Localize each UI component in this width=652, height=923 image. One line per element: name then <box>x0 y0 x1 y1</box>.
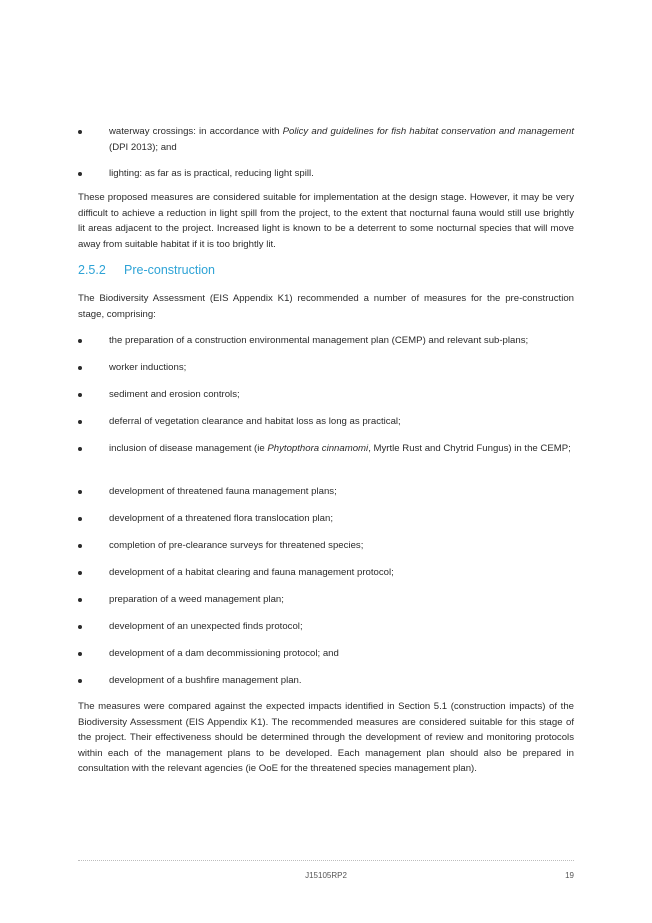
paragraph-lighting-discussion: These proposed measures are considered suitable for implementation at the design stage. However, it may be very difficult to achieve a reduction in light spill from the project, to the extent that nocturnal fauna would still use brightly lit areas adjacent to the project. Increased light is known to be a deterrent to some nocturnal species that will move away from suitable habitat if it is too brightly lit. <box>78 192 574 250</box>
bullet-text: completion of pre-clearance surveys for threatened species; <box>109 540 364 551</box>
bullet-text-pre: waterway crossings: in accordance with <box>109 126 283 137</box>
bullet-icon <box>78 447 82 451</box>
bullet-icon <box>78 393 82 397</box>
bullet-text: preparation of a weed management plan; <box>109 594 284 605</box>
bullet-text: lighting: as far as is practical, reducing light spill. <box>109 168 314 179</box>
bullet-text: worker inductions; <box>109 362 187 373</box>
section-number: 2.5.2 <box>78 263 106 277</box>
bullet-icon <box>78 490 82 494</box>
bullet-icon <box>78 571 82 575</box>
footer-divider <box>78 860 574 861</box>
bullet-text <box>109 124 574 155</box>
section-heading <box>78 262 215 278</box>
bullet-text: development of an unexpected finds protocol; <box>109 621 303 632</box>
bullet-icon <box>78 420 82 424</box>
bullet-text-pre: inclusion of disease management (ie <box>109 443 268 454</box>
bullet-icon <box>78 517 82 521</box>
bullet-text: sediment and erosion controls; <box>109 389 240 400</box>
bullet-icon <box>78 339 82 343</box>
bullet-text: development of a dam decommissioning protocol; and <box>109 648 339 659</box>
bullet-icon <box>78 366 82 370</box>
bullet-icon <box>78 652 82 656</box>
bullet-icon <box>78 172 82 176</box>
paragraph-pre-construction-intro: The Biodiversity Assessment (EIS Appendix K1) recommended a number of measures for the pre-construction stage, comprising: <box>78 293 574 320</box>
bullet-text-post: , Myrtle Rust and Chytrid Fungus) in the CEMP; <box>368 443 571 454</box>
bullet-text: the preparation of a construction environmental management plan (CEMP) and relevant sub-plans; <box>109 335 529 346</box>
footer-document-code: J15105RP2 <box>305 871 347 880</box>
section-title: Pre-construction <box>124 263 216 277</box>
footer-page-number: 19 <box>565 871 574 880</box>
policy-title-italic: Policy and guidelines for fish habitat conservation and management <box>282 126 574 137</box>
bullet-icon <box>78 679 82 683</box>
bullet-text: development of a habitat clearing and fauna management protocol; <box>109 567 394 578</box>
paragraph-measures-comparison: The measures were compared against the expected impacts identified in Section 5.1 (construction impacts) of the Biodiversity Assessment (EIS Appendix K1). The recommended measures are considered suitable for this stage of the project. Their effectiveness should be determined through the development of review and monitoring protocols within each of the management plans to be developed. Each management plan should also be prepared in consultation with the relevant agencies (ie OoE for the threatened species management plan). <box>78 701 574 775</box>
bullet-text: development of a threatened flora translocation plan; <box>109 513 334 524</box>
bullet-icon <box>78 130 82 134</box>
species-name-italic: Phytopthora cinnamomi <box>267 443 369 454</box>
bullet-text <box>109 441 574 457</box>
bullet-text: development of threatened fauna management plans; <box>109 486 337 497</box>
bullet-text: deferral of vegetation clearance and habitat loss as long as practical; <box>109 416 401 427</box>
bullet-text-post: (DPI 2013); and <box>109 141 177 153</box>
bullet-icon <box>78 598 82 602</box>
bullet-icon <box>78 625 82 629</box>
bullet-text: development of a bushfire management plan. <box>109 675 302 686</box>
bullet-icon <box>78 544 82 548</box>
